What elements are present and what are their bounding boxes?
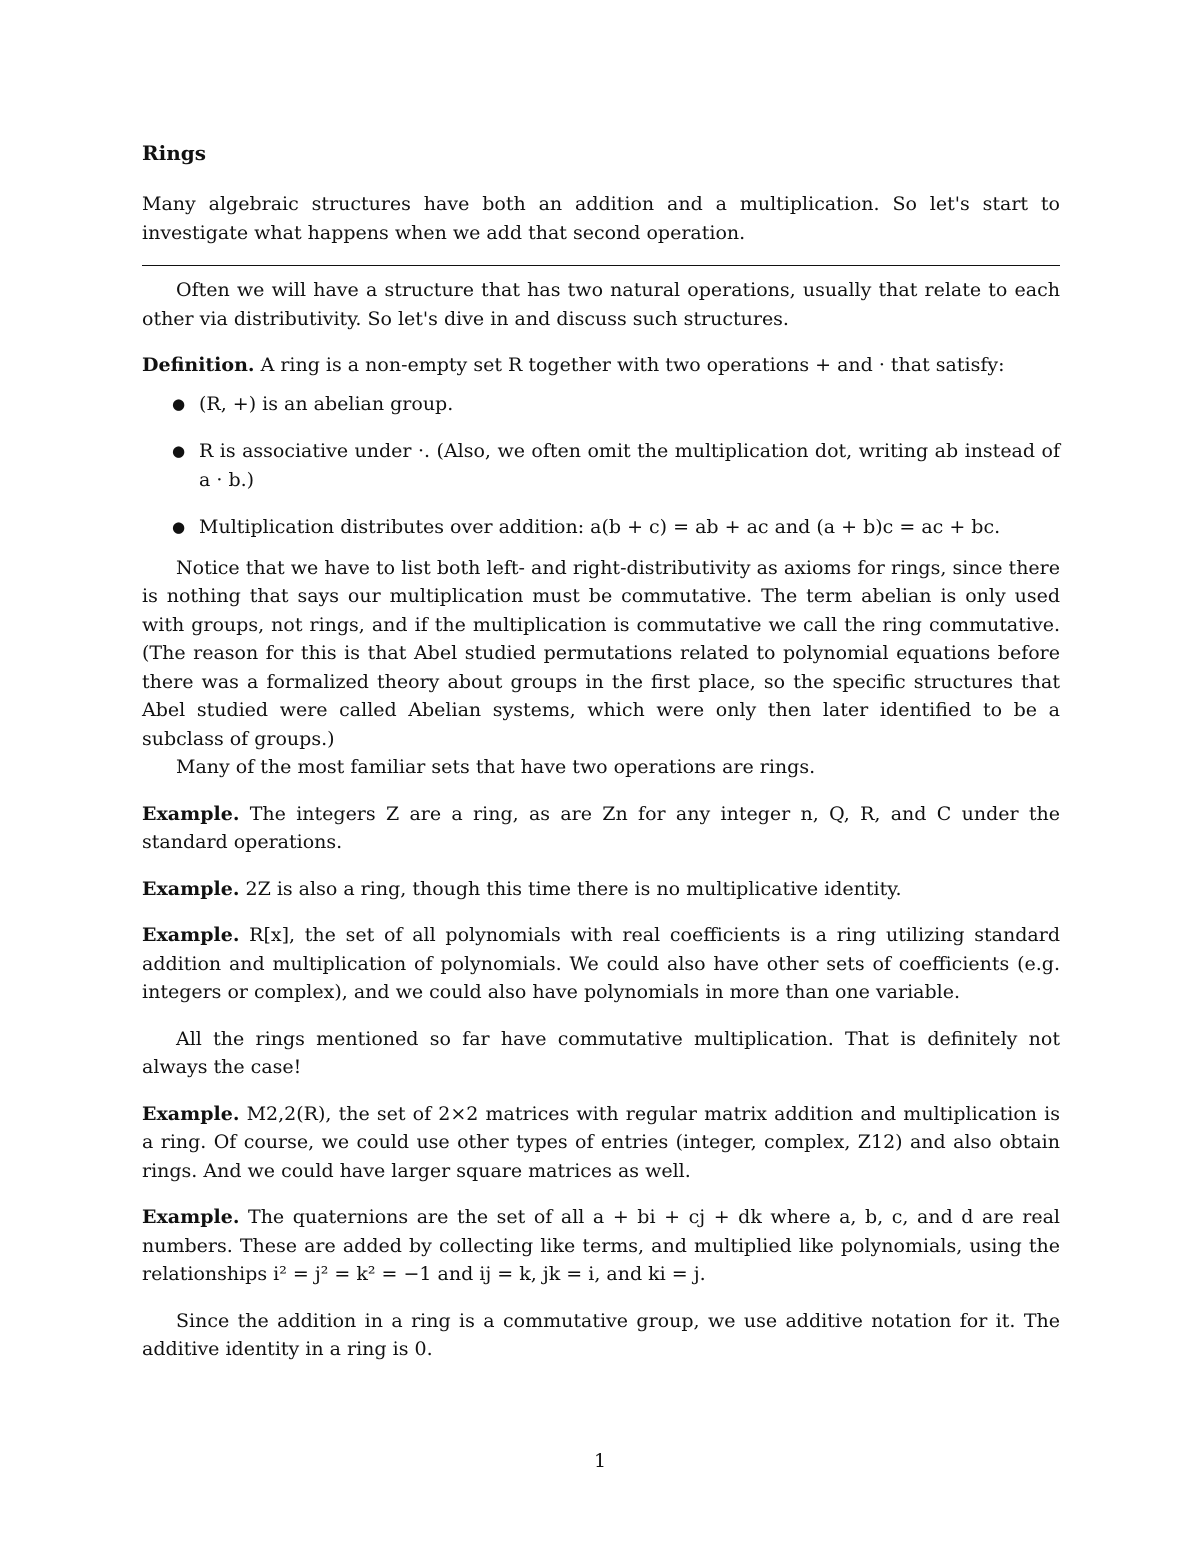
example-text: The integers Z are a ring, as are Zn for any integer n, Q, R, and C under the standard operations.: [142, 802, 1060, 853]
bullet-icon: ●: [172, 442, 186, 460]
notice-paragraph: Notice that we have to list both left- and right-distributivity as axioms for rings, since there is nothing that says our multiplication must be commutative. The term abelian is only used with groups, not rings, and if the multiplication is commutative we call the ring commutative. (The reason for this is that Abel studied permutations related to polynomial equations before there was a formalized theory about groups in the first place, so the specific structures that Abel studied were called Abelian systems, which were only then later identified to be a subclass of groups.): [142, 556, 1060, 750]
example-text: R[x], the set of all polynomials with real coefficients is a ring utilizing standard addition and multiplication of polynomials. We could also have other sets of coefficients (e.g. integers or complex), and we could also have polynomials in more than one variable.: [142, 924, 1060, 1003]
section-title: Rings: [142, 141, 207, 165]
definition-paragraph: [142, 351, 1060, 380]
bullet-icon: ●: [172, 394, 186, 413]
overview-paragraph: Often we will have a structure that has two natural operations, usually that relate to each other via distributivity. So let's dive in and discuss such structures.: [142, 279, 1060, 330]
example-paragraph: [142, 875, 1060, 904]
list-item: [142, 513, 1060, 542]
example-label: Example.: [142, 877, 240, 900]
example-paragraph: [142, 921, 1060, 1007]
axiom-text: (R, +) is an abelian group.: [199, 392, 454, 415]
list-item: [142, 437, 1060, 494]
section-divider: [142, 265, 1060, 266]
axiom-list: [142, 390, 1060, 542]
axiom-text: Multiplication distributes over addition: a(b + c) = ab + ac and (a + b)c = ac + bc.: [199, 516, 1001, 538]
example-label: Example.: [142, 924, 240, 946]
page-number: 1: [593, 1450, 607, 1472]
example-label: Example.: [142, 1206, 240, 1228]
example-paragraph: [142, 1100, 1060, 1186]
axiom-text: R is associative under ·. (Also, we often omit the multiplication dot, writing ab instead of a · b.): [199, 440, 1060, 491]
example-label: Example.: [142, 802, 240, 825]
example-text: 2Z is also a ring, though this time there is no multiplicative identity.: [245, 877, 902, 900]
list-item: [142, 390, 1060, 419]
example-label: Example.: [142, 1102, 240, 1125]
document-page: [142, 141, 1060, 1364]
intro-paragraph: Many algebraic structures have both an addition and a multiplication. So let's start to investigate what happens when we add that second operation.: [142, 193, 1060, 244]
bullet-icon: ●: [172, 518, 186, 536]
familiar-paragraph: Many of the most familiar sets that have two operations are rings.: [176, 756, 816, 778]
definition-text: A ring is a non-empty set R together with two operations + and · that satisfy:: [260, 354, 1005, 376]
commutative-note-paragraph: All the rings mentioned so far have commutative multiplication. That is definitely not always the case!: [142, 1027, 1060, 1078]
closing-paragraph: Since the addition in a ring is a commutative group, we use additive notation for it. The additive identity in a ring is 0.: [142, 1309, 1060, 1360]
example-text: M2,2(R), the set of 2×2 matrices with regular matrix addition and multiplication is a ring. Of course, we could use other types of entries (integer, complex, Z12) and also obtain rings. And we could have larger square matrices as well.: [142, 1102, 1060, 1182]
definition-label: Definition.: [142, 354, 255, 376]
example-paragraph: [142, 800, 1060, 857]
example-paragraph: [142, 1203, 1060, 1289]
example-text: The quaternions are the set of all a + bi + cj + dk where a, b, c, and d are real numbers. These are added by collecting like terms, and multiplied like polynomials, using the relationships i² = j² = k² = −1 and ij = k, jk = i, and ki = j.: [142, 1206, 1060, 1285]
